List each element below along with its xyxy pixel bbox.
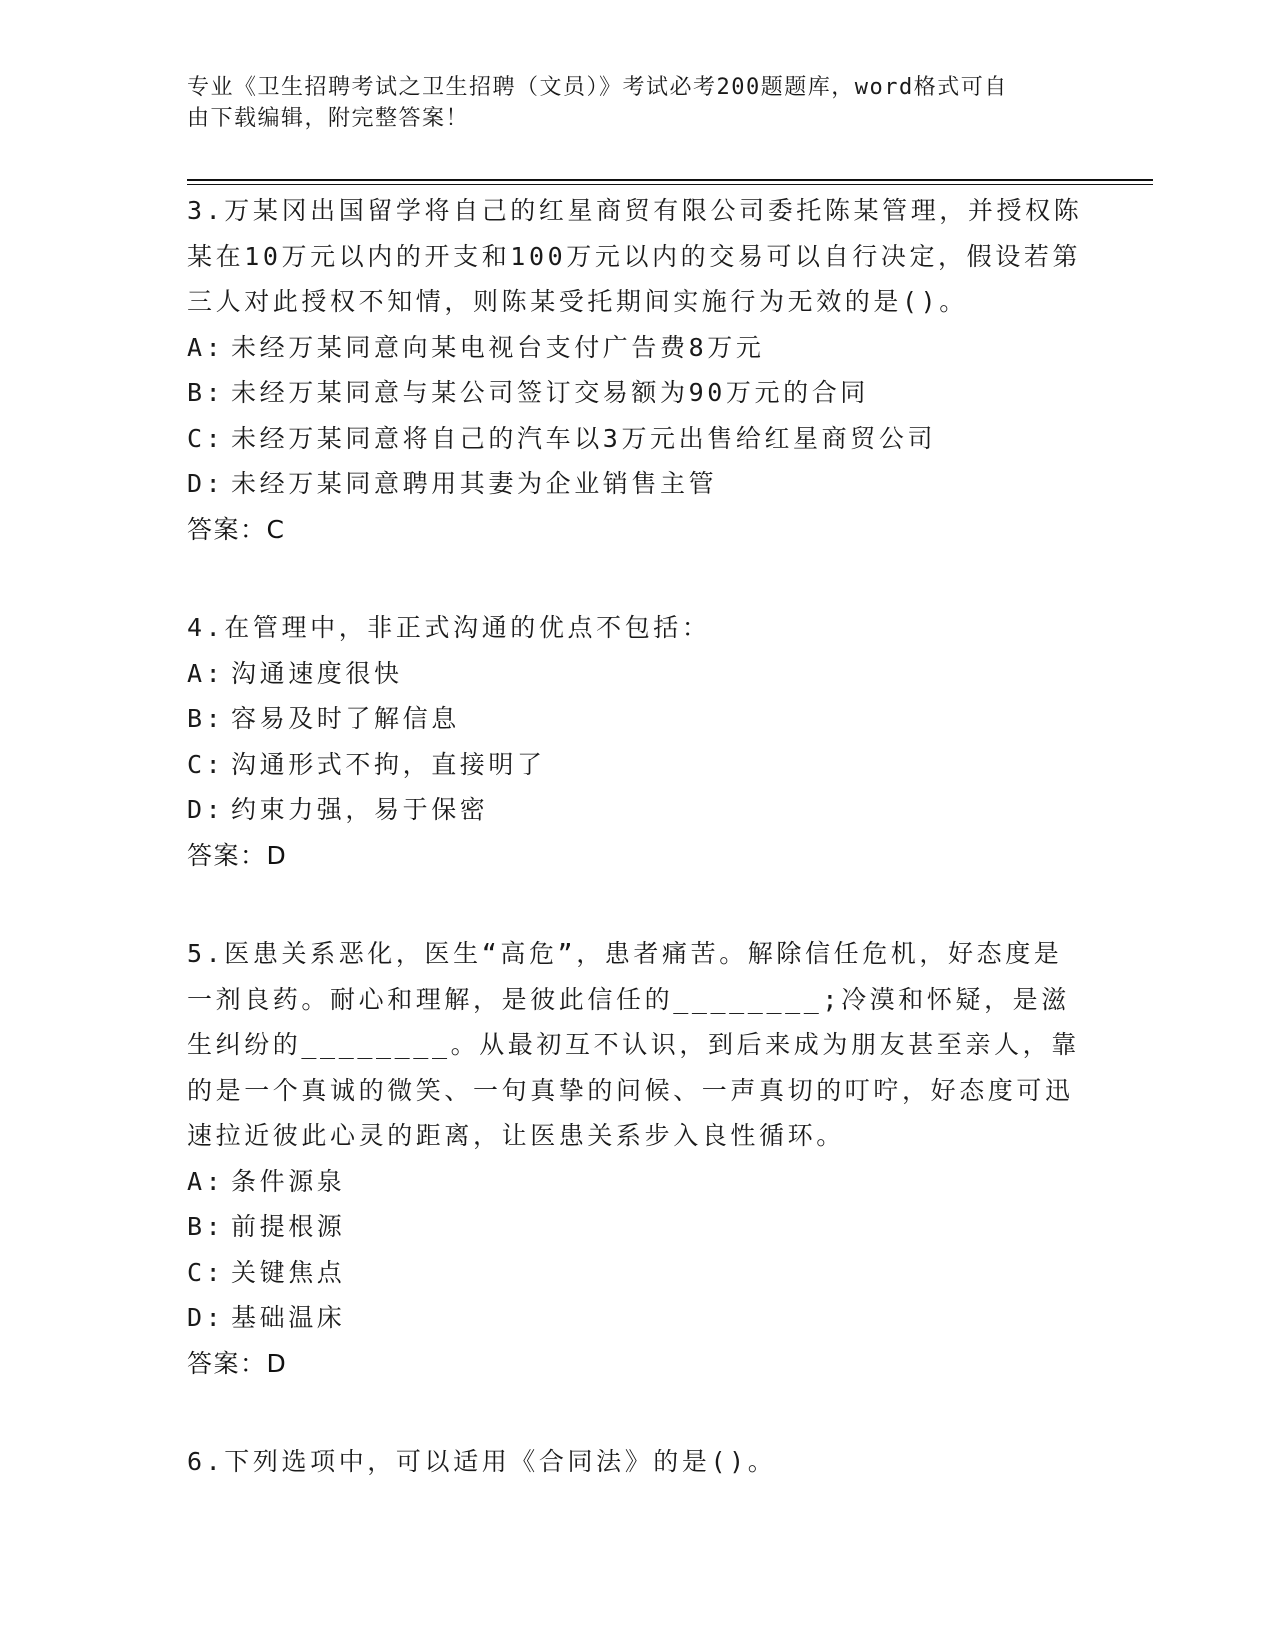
option-key: D:	[187, 469, 225, 498]
option-key: B:	[187, 1212, 225, 1241]
option-text: 容易及时了解信息	[231, 704, 460, 733]
option-c	[187, 416, 1087, 462]
option-key: A:	[187, 658, 225, 688]
option-key: D:	[187, 795, 225, 824]
option-text: 未经万某同意将自己的汽车以3万元出售给红星商贸公司	[231, 423, 937, 453]
option-text: 基础温床	[231, 1303, 346, 1332]
option-text: 未经万某同意与某公司签订交易额为90万元的合同	[231, 378, 869, 407]
document-header	[187, 72, 1087, 134]
option-c	[187, 1250, 1087, 1296]
question-text: 6.下列选项中，可以适用《合同法》的是()。	[187, 1447, 777, 1476]
option-text: 沟通速度很快	[231, 658, 403, 688]
header-line-2: 由下载编辑，附完整答案！	[187, 106, 470, 131]
option-key: A:	[187, 332, 225, 362]
option-text: 关键焦点	[231, 1257, 346, 1287]
option-d	[187, 1295, 1087, 1341]
header-divider-thin	[187, 184, 1153, 185]
option-c	[187, 742, 1087, 788]
answer-line: 答案：C	[187, 514, 286, 544]
question-3	[187, 188, 1087, 552]
option-a	[187, 651, 1087, 697]
option-a	[187, 1159, 1087, 1205]
header-line-1: 专业《卫生招聘考试之卫生招聘（文员）》考试必考200题题库，word格式可自	[187, 75, 1008, 100]
header-divider-thick	[187, 179, 1153, 181]
question-5	[187, 931, 1087, 1386]
question-6	[187, 1439, 1087, 1485]
question-text: 5.医患关系恶化，医生“高危”，患者痛苦。解除信任危机，好态度是一剂良药。耐心和理解，是彼此信任的________;冷漠和怀疑，是滋生纠纷的________。从最初互不认识，到后来成为朋友甚至亲人，靠的是一个真诚的微笑、一句真挚的问候、一声真切的叮咛，好态度可迅速拉近彼此心灵的距离，让医患关系步入良性循环。	[187, 939, 1080, 1150]
option-text: 未经万某同意聘用其妻为企业销售主管	[231, 469, 718, 498]
option-text: 条件源泉	[231, 1166, 346, 1196]
answer-line: 答案：D	[187, 840, 288, 870]
option-text: 前提根源	[231, 1212, 346, 1241]
option-key: D:	[187, 1303, 225, 1332]
option-b	[187, 1204, 1087, 1250]
option-key: C:	[187, 1257, 225, 1287]
option-key: A:	[187, 1166, 225, 1196]
option-text: 沟通形式不拘，直接明了	[231, 749, 546, 779]
option-key: C:	[187, 423, 225, 453]
option-key: B:	[187, 378, 225, 407]
option-d	[187, 787, 1087, 833]
option-key: C:	[187, 749, 225, 779]
option-d	[187, 461, 1087, 507]
question-list	[187, 188, 1087, 1538]
answer-line: 答案：D	[187, 1348, 288, 1378]
question-text: 4.在管理中，非正式沟通的优点不包括：	[187, 613, 711, 642]
option-text: 未经万某同意向某电视台支付广告费8万元	[231, 332, 765, 362]
option-key: B:	[187, 704, 225, 733]
question-4	[187, 605, 1087, 878]
option-b	[187, 696, 1087, 742]
option-b	[187, 370, 1087, 416]
option-a	[187, 325, 1087, 371]
question-text: 3.万某冈出国留学将自己的红星商贸有限公司委托陈某管理，并授权陈某在10万元以内的开支和100万元以内的交易可以自行决定，假设若第三人对此授权不知情，则陈某受托期间实施行为无效的是()。	[187, 196, 1083, 316]
option-text: 约束力强，易于保密	[231, 795, 489, 824]
